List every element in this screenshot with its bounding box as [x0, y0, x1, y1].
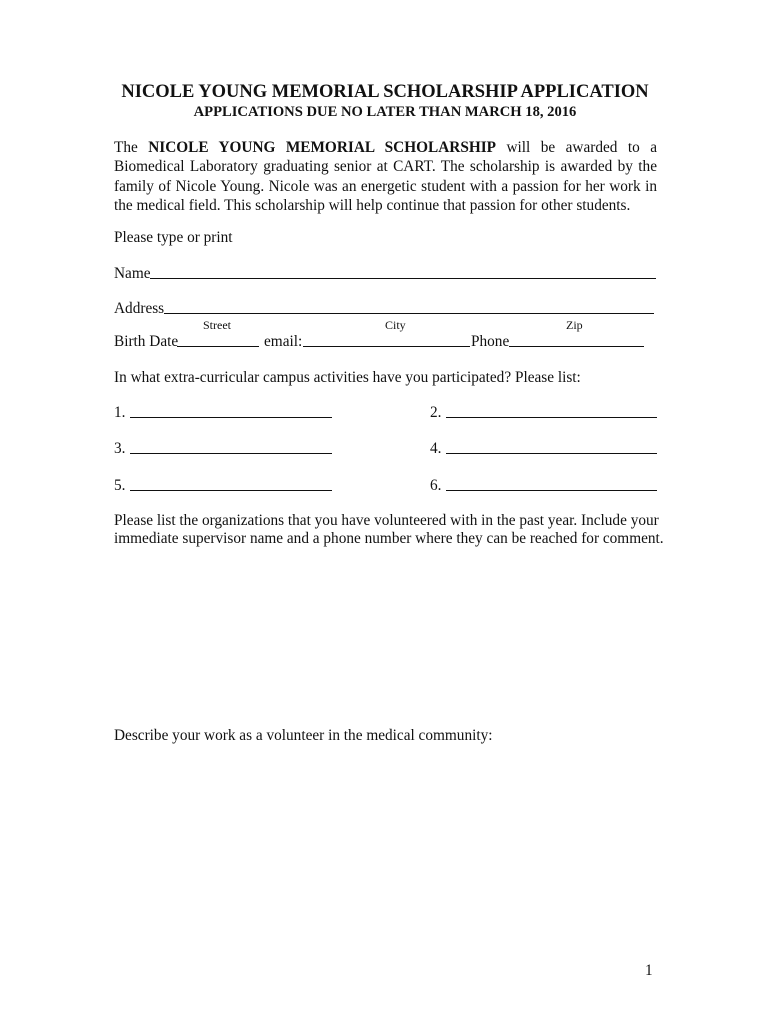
- activity-number-6: 6.: [430, 477, 442, 494]
- name-field-label: Name: [114, 265, 151, 282]
- intro-line-2: Biomedical Laboratory graduating senior at CART. The scholarship is awarded by the: [114, 158, 657, 176]
- intro-line-3: family of Nicole Young. Nicole was an energetic student with a passion for her work in: [114, 177, 657, 195]
- activity-field-5[interactable]: [130, 477, 332, 491]
- email-label: email:: [264, 333, 303, 350]
- volunteer-work-answer-area[interactable]: [114, 752, 657, 952]
- activity-number-2: 2.: [430, 404, 442, 421]
- activities-prompt: In what extra-curricular campus activities have you participated? Please list:: [114, 369, 581, 386]
- scholarship-name: NICOLE YOUNG MEMORIAL SCHOLARSHIP: [148, 139, 497, 156]
- phone-field-line[interactable]: [509, 333, 644, 347]
- page-title: NICOLE YOUNG MEMORIAL SCHOLARSHIP APPLICATION: [121, 82, 649, 102]
- instructions-text: Please type or print: [114, 229, 233, 246]
- intro-line-4: the medical field. This scholarship will help continue that passion for other students.: [114, 196, 631, 214]
- phone-label: Phone: [471, 333, 510, 350]
- organizations-answer-area[interactable]: [114, 556, 657, 716]
- email-field-line[interactable]: [303, 333, 470, 347]
- intro-paragraph: [114, 138, 657, 215]
- address-field-label: Address: [114, 300, 165, 317]
- page-number: 1: [645, 962, 653, 979]
- city-sublabel: City: [385, 318, 406, 332]
- intro-line-1: [114, 138, 657, 157]
- intro-line-1-rest: will be awarded to a: [496, 139, 657, 156]
- due-date-subtitle: APPLICATIONS DUE NO LATER THAN MARCH 18, 2016: [193, 104, 577, 120]
- intro-prefix: The: [114, 139, 149, 156]
- birth-date-label: Birth Date: [114, 333, 179, 350]
- zip-sublabel: Zip: [566, 318, 583, 332]
- activity-field-6[interactable]: [446, 477, 657, 491]
- activity-field-1[interactable]: [130, 404, 332, 418]
- activity-field-3[interactable]: [130, 440, 332, 454]
- street-sublabel: Street: [203, 318, 231, 332]
- address-field-line[interactable]: [164, 300, 654, 314]
- name-field-line[interactable]: [150, 265, 656, 279]
- volunteer-work-prompt: Describe your work as a volunteer in the medical community:: [114, 727, 493, 744]
- activity-number-1: 1.: [114, 404, 126, 421]
- organizations-prompt-line-2: immediate supervisor name and a phone number where they can be reached for comment.: [114, 530, 664, 547]
- activity-field-4[interactable]: [446, 440, 657, 454]
- activity-number-4: 4.: [430, 440, 442, 457]
- activity-number-3: 3.: [114, 440, 126, 457]
- birth-date-field-line[interactable]: [177, 333, 259, 347]
- organizations-prompt-line-1: Please list the organizations that you have volunteered with in the past year. Include your: [114, 512, 659, 529]
- activity-number-5: 5.: [114, 477, 126, 494]
- activity-field-2[interactable]: [446, 404, 657, 418]
